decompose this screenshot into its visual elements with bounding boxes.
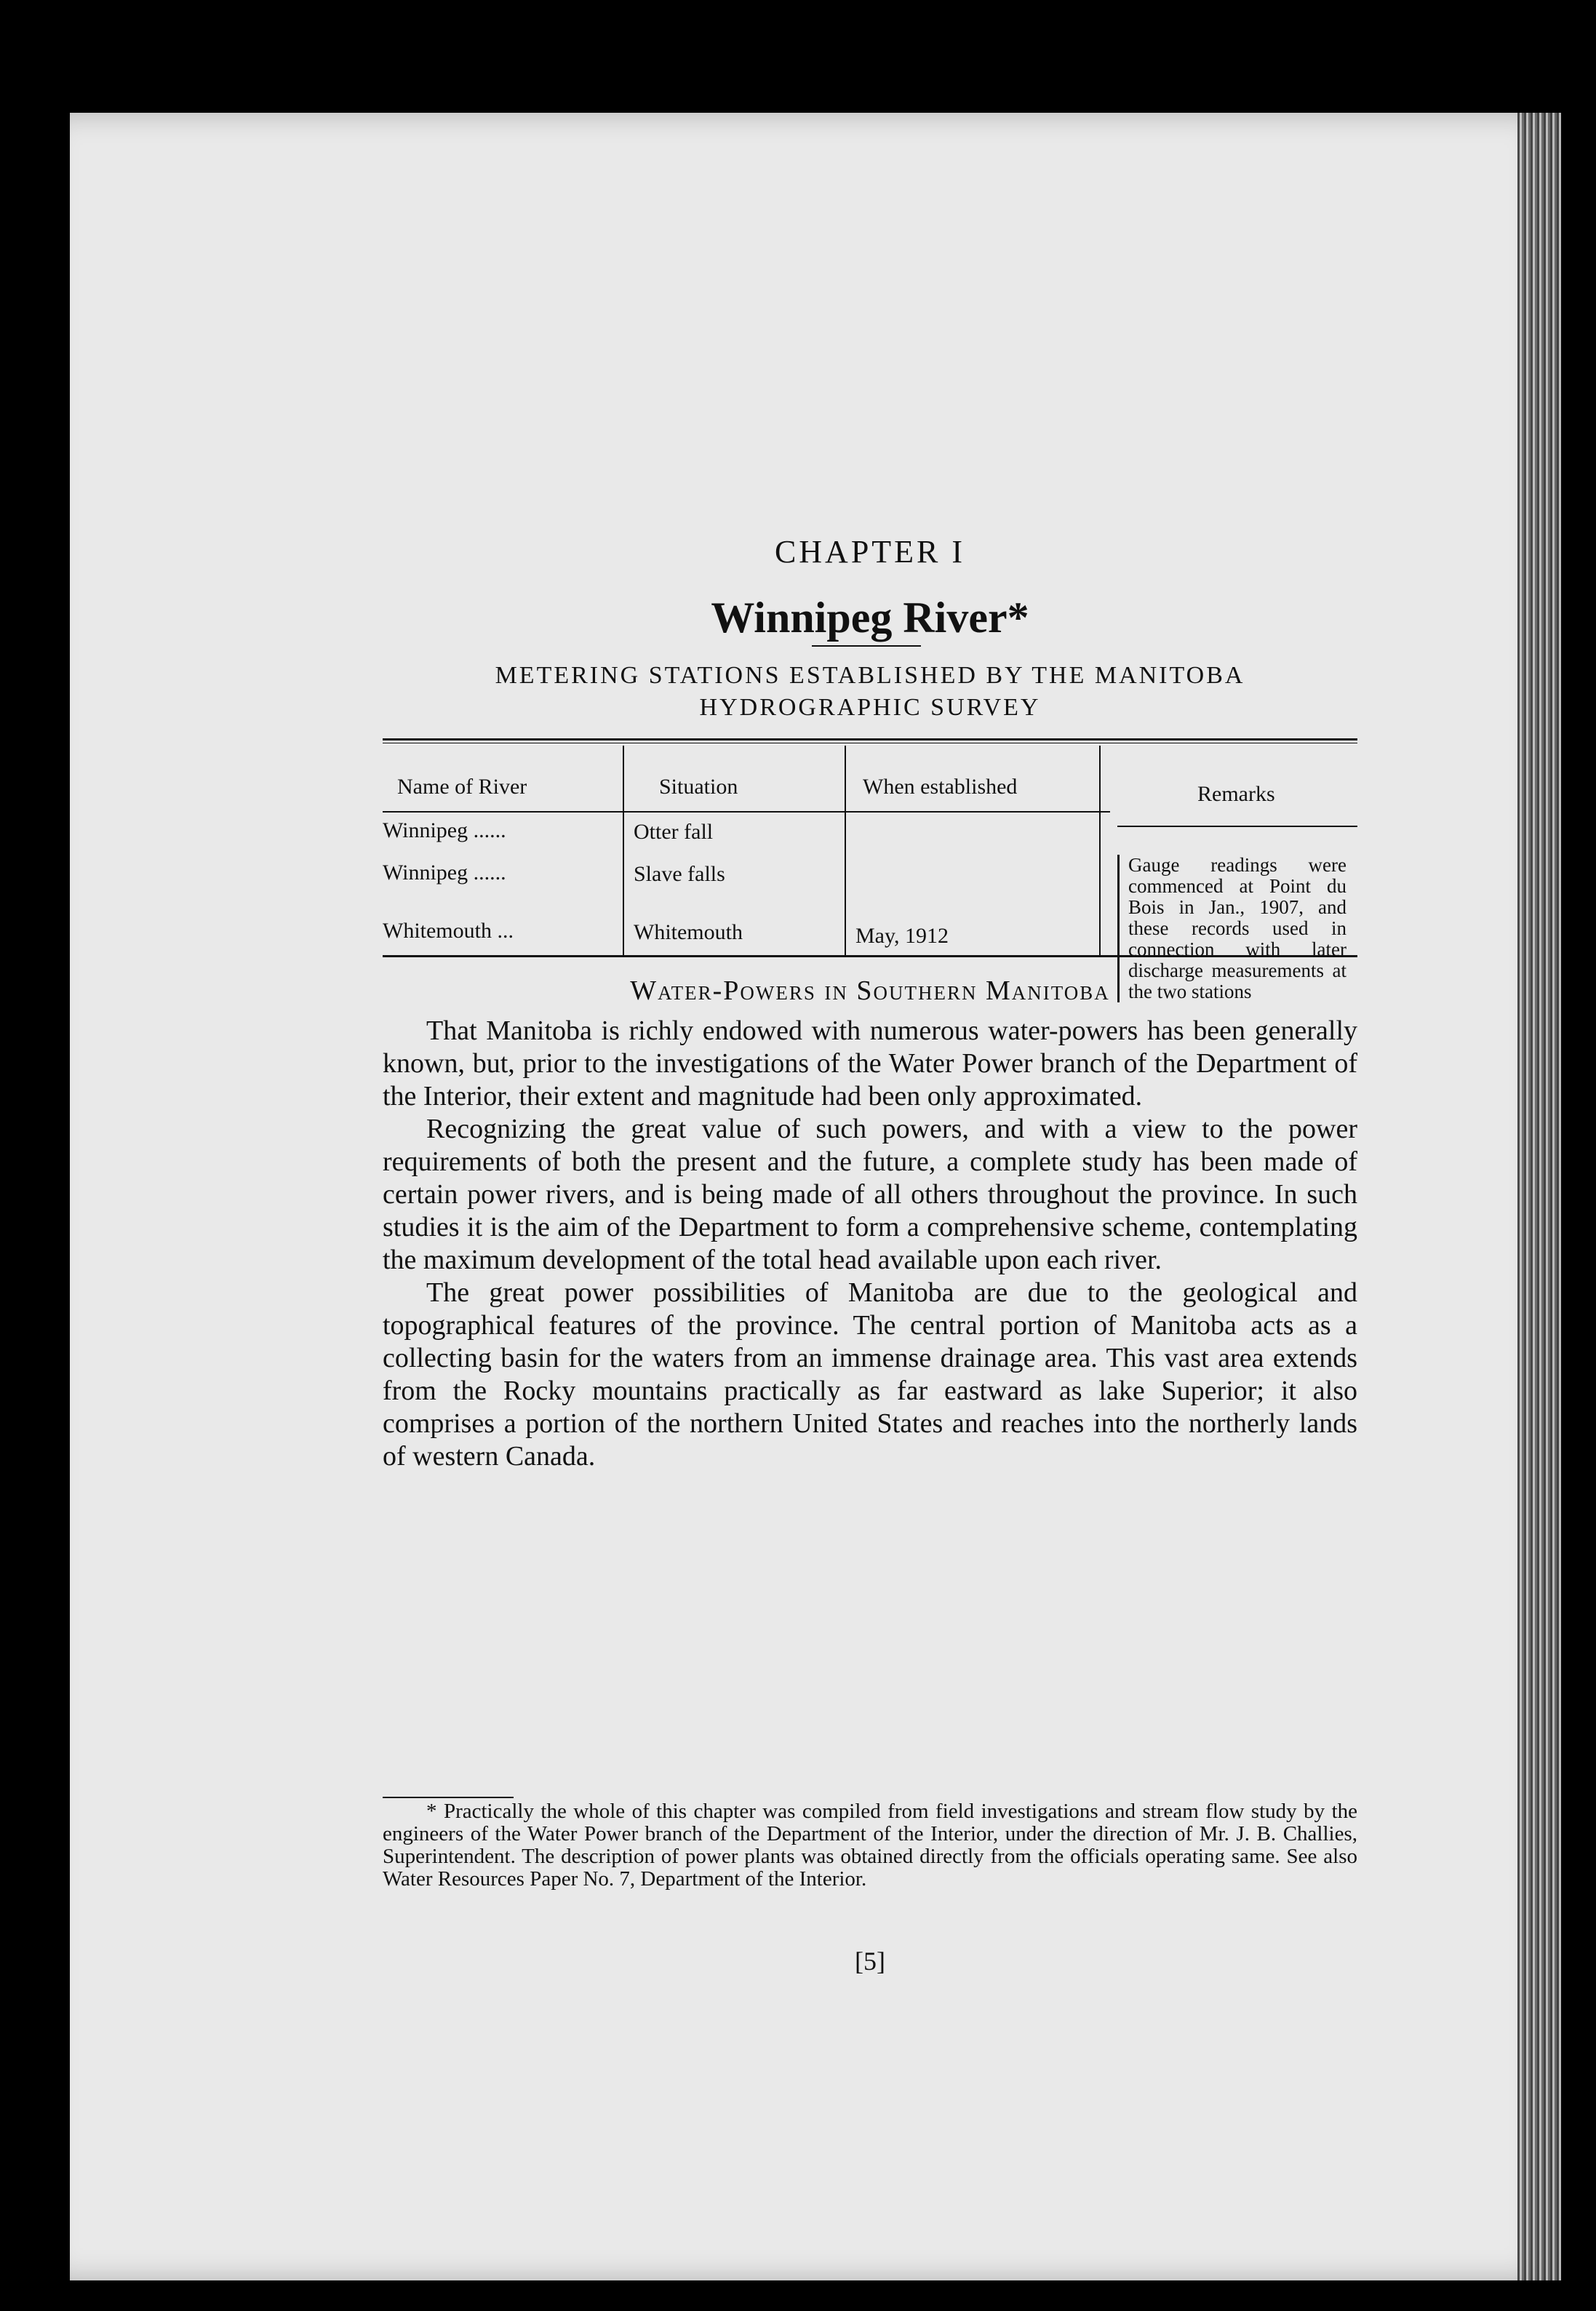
row1-river: Winnipeg ...... [383, 818, 506, 842]
page-number: [5] [855, 1947, 885, 1976]
header-rule [383, 811, 1110, 813]
header-remarks: Remarks [1197, 782, 1275, 806]
table-caption: METERING STATIONS ESTABLISHED BY THE MANITOBA HYDROGRAPHIC SURVEY [495, 662, 1245, 721]
footnote [383, 1800, 1357, 1891]
header-river: Name of River [397, 775, 527, 799]
paragraph: Recognizing the great value of such powers, and with a view to the power requirements of both the present and the future, a complete study has been made of certain power rivers, and is being made of all others throughout the province. In such studies it is the aim of the Department to form a comprehensive scheme, contemplating the maximum development of the total head available upon each river. [383, 1114, 1357, 1275]
col-divider-1 [623, 746, 624, 957]
body-text [383, 1015, 1357, 1473]
chapter-title: Winnipeg River* [711, 594, 1029, 642]
header-established: When established [863, 775, 1018, 799]
row3-river: Whitemouth ... [383, 919, 514, 943]
section-heading: Water-Powers in Southern Manitoba [630, 975, 1110, 1006]
row3-established: May, 1912 [855, 924, 949, 948]
row3-situation: Whitemouth [634, 920, 743, 944]
title-rule [812, 645, 921, 647]
paragraph: The great power possibilities of Manitoba are due to the geological and topographical features of the province. The central portion of Manitoba acts as a collecting basin for the waters from an immense drainage area. This vast area extends from the Rocky mountains practically as far eastward as lake Superior; it also comprises a portion of the northern United States and reaches into the northerly lands of western Canada. [383, 1277, 1357, 1472]
header-situation: Situation [659, 775, 738, 799]
col-divider-3 [1099, 746, 1101, 957]
row1-situation: Otter fall [634, 820, 714, 844]
row2-river: Winnipeg ...... [383, 861, 506, 885]
paragraph: That Manitoba is richly endowed with numerous water-powers has been generally known, but, prior to the investigations of the Water Power branch of the Department of the Interior, their extent and magnitude had been only approximated. [383, 1015, 1357, 1111]
footnote-rule [383, 1797, 514, 1798]
table-top-rule [383, 738, 1357, 741]
chapter-label: CHAPTER I [774, 534, 966, 570]
remarks-text: Gauge readings were commenced at Point du Bois in Jan., 1907, and these records used in connection with later discharge measurements at the two stations [1117, 855, 1346, 1002]
page-edge [1517, 113, 1561, 2280]
footnote-text: * Practically the whole of this chapter was compiled from field investigations and stream flow study by the engineers of the Water Power branch of the Department of the Interior, under the direction of Mr. J. B. Challies, Superintendent. The description of power plants was obtained directly from the officials operating same. See also Water Resources Paper No. 7, Department of the Interior. [383, 1800, 1357, 1891]
book-page [70, 113, 1561, 2280]
table-bottom-rule [383, 955, 1357, 957]
col-divider-2 [845, 746, 846, 957]
row2-situation: Slave falls [634, 862, 725, 886]
remarks-header-rule [1117, 826, 1357, 827]
